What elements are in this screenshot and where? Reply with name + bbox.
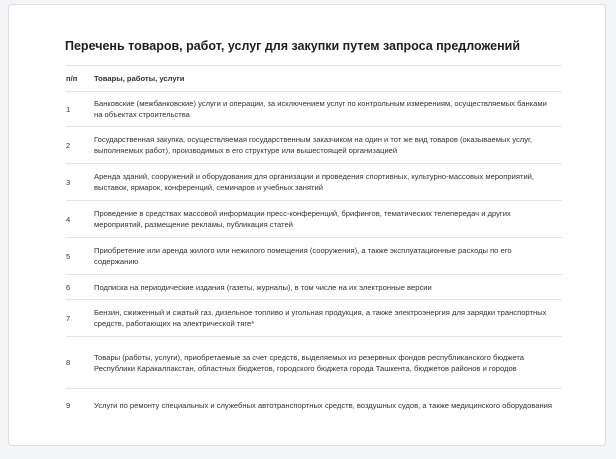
table-row <box>66 92 562 127</box>
table-row <box>66 238 562 275</box>
row-text: Государственная закупка, осуществляемая государственным заказчиком на один и тот же вид товаров (оказываемых услуг, выполняемых работ), производимых в его структуре или вышестоящей организацией <box>93 127 562 164</box>
row-number: 8 <box>66 337 93 389</box>
row-text: Проведение в средствах массовой информации пресс-конференций, брифингов, тематических телепередач и других мероприятий, размещение рекламы, публикация статей <box>93 201 562 238</box>
table-row <box>66 164 562 201</box>
row-text: Бензин, сжиженный и сжатый газ, дизельное топливо и угольная продукция, а также электроэнергия для зарядки транспортных средств, работающих на электрической тяге* <box>93 300 562 337</box>
table-row <box>66 201 562 238</box>
row-text: Подписка на периодические издания (газеты, журналы), в том числе на их электронные версии <box>93 275 562 300</box>
page-title: Перечень товаров, работ, услуг для закупки путем запроса предложений <box>65 39 521 53</box>
row-number: 5 <box>66 238 93 275</box>
header-num: п/п <box>66 66 93 92</box>
row-number: 3 <box>66 164 93 201</box>
table-row <box>66 127 562 164</box>
content-card <box>8 4 606 446</box>
header-goods: Товары, работы, услуги <box>93 66 562 92</box>
row-number: 4 <box>66 201 93 238</box>
procurement-table <box>66 65 562 423</box>
row-number: 9 <box>66 389 93 423</box>
row-number: 6 <box>66 275 93 300</box>
row-text: Услуги по ремонту специальных и служебных автотранспортных средств, воздушных судов, а также медицинского оборудования <box>93 389 562 423</box>
row-text: Аренда зданий, сооружений и оборудования для организации и проведения спортивных, культурно-массовых мероприятий, выставок, ярмарок, конференций, семинаров и учебных занятий <box>93 164 562 201</box>
table-row <box>66 389 562 423</box>
table-header-row <box>66 66 562 92</box>
row-number: 7 <box>66 300 93 337</box>
table-row <box>66 275 562 300</box>
row-text: Банковские (межбанковские) услуги и операции, за исключением услуг по контрольным измерениям, осуществляемых банками на объектах строительства <box>93 92 562 127</box>
table-row <box>66 300 562 337</box>
row-number: 1 <box>66 92 93 127</box>
row-number: 2 <box>66 127 93 164</box>
row-text: Приобретение или аренда жилого или нежилого помещения (сооружения), а также эксплуатационные расходы по его содержанию <box>93 238 562 275</box>
table-row <box>66 337 562 389</box>
row-text: Товары (работы, услуги), приобретаемые за счет средств, выделяемых из резервных фондов республиканского бюджета Республики Каракалпакстан, областных бюджетов, городского бюджета города Ташкента, бюджетов районов и городов <box>93 337 562 389</box>
